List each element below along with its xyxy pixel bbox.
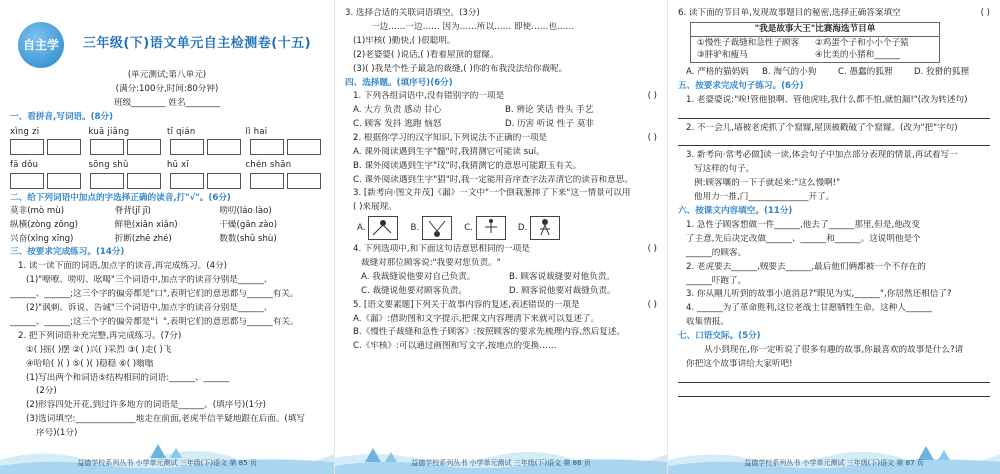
exam-page-2: [334, 0, 667, 474]
mc-question: 3. [新考向·图文并茂]《漏》一文中"一个倒栽葱摔了下来"这一情景可以用: [353, 188, 631, 199]
mc-question: [345, 300, 657, 311]
question-line: (2)"讽刺、诉说、告诫"三个词语中,加点字的读音分别是______、: [26, 302, 273, 313]
question-heading: [345, 8, 657, 19]
question-heading: [678, 8, 990, 19]
answer-box[interactable]: [10, 173, 44, 189]
brand-logo-icon: [18, 22, 64, 68]
mc-question: [345, 244, 657, 255]
answer-box[interactable]: [250, 139, 284, 155]
question-line: (1)"嘹嘹、唠叨、吆喝"三个词语中,加点字的读音分别是______、: [26, 275, 273, 286]
program-table: [690, 22, 940, 63]
answer-box[interactable]: [287, 139, 321, 155]
question-line: ______、______;这三个字的偏旁都是"口",表明它们的意思都与______有关。: [10, 289, 299, 300]
answer-box[interactable]: [287, 173, 321, 189]
conjunction-options: 一边……一边…… 因为……所以…… 即使……也……: [371, 21, 575, 32]
pronunciation-row-2: [10, 220, 324, 231]
table-cell: ①慢性子裁缝和急性子顾客: [697, 37, 800, 48]
pronunciation-item[interactable]: 干燥(gān zào): [219, 219, 278, 230]
mc-question-cont: ( )来展现。: [353, 202, 397, 213]
question-line: 例:顾客嚷的一下子就起来:"这么慢啊!": [694, 178, 841, 189]
answer-box[interactable]: [127, 173, 161, 189]
falling-figure-image-icon: [368, 216, 398, 240]
pronunciation-item[interactable]: 唠叨(láo lào): [219, 206, 272, 217]
pronunciation-item[interactable]: 莫非(mò mù): [10, 206, 65, 217]
question-line: 1. 急性子顾客想做一件______,他去了______那里,但是,他改变: [686, 219, 920, 230]
page-footer: [668, 438, 1000, 474]
unit-subtitle: (单元测试;第八单元): [127, 70, 207, 80]
picture-option-a[interactable]: [357, 216, 398, 240]
pinyin-row-2: [10, 159, 324, 170]
footer-wave-decoration: [668, 438, 1000, 474]
question-text: 6. 读下面的节目单,发现故事题目的秘密,选择正确答案填空: [678, 8, 901, 18]
answer-box[interactable]: [127, 139, 161, 155]
pinyin-item: sōng shǔ: [88, 159, 129, 169]
option-letter: C.: [464, 222, 473, 233]
exam-page-1: [0, 0, 334, 474]
page-footer: [335, 438, 667, 474]
footer-text: 益德学校系列丛书 小学单元测试 三年级(下)语文 第 86 页: [411, 459, 591, 468]
question-line: 了主意,先后决定改做______、______和______。这说明他是个: [686, 233, 921, 244]
question-line: ______的顾客。: [686, 247, 747, 258]
question-line: (2)形容四处开花,到过许多地方的词语是______。(填序号)(1分): [26, 400, 267, 411]
fill-line: (1)牢核( )勤快,( )很聪明。: [353, 35, 456, 46]
answer-paren[interactable]: ( ): [647, 299, 657, 310]
question-line: ①( )摇( )摆 ②( )兴( )采烈 ③( )走( )飞: [26, 344, 172, 355]
table-row: [691, 49, 939, 62]
page-footer: [0, 438, 334, 474]
table-cell: ③胖驴和瘦马: [697, 50, 748, 61]
question-line: 3. 你从剛儿听到的故事小道消息?"眼见为实,______",你居然还相信了?: [686, 289, 952, 300]
question-text: 3. 选择合适的关联词语填空。(3分): [345, 8, 480, 18]
pronunciation-item[interactable]: 鲜艳(xiān xiǎn): [114, 219, 178, 230]
pronunciation-row-1: [10, 206, 324, 217]
pinyin-item: kuā jiǎng: [88, 125, 130, 136]
answer-paren[interactable]: ( ): [980, 8, 990, 18]
mc-option[interactable]: A. 严格的猫妈妈: [686, 67, 749, 78]
mc-question: [345, 91, 657, 102]
section-4-heading: 四、选择题。(填序号)(6分): [345, 77, 453, 88]
mc-option[interactable]: A. 大方 负责 感动 甘心: [353, 105, 442, 116]
mc-options: [678, 67, 990, 78]
question-line: 写这样的句子。: [694, 164, 755, 175]
question-line: 4. ______为了革命胜利,这位老战士甘愿牺牲生命。这种人______: [686, 303, 932, 314]
mc-option[interactable]: B. 课外阅读遇到生字"玟"时,我猜测它的意思可能跟玉有关。: [353, 160, 582, 171]
pinyin-item: chén shān: [245, 159, 292, 169]
mc-option[interactable]: D. 狡猾的狐狸: [914, 67, 970, 78]
answer-line[interactable]: [678, 387, 990, 397]
question-line: 收集情报。: [686, 317, 729, 328]
question-line: 1. 读一读下面的词语,加点字的读音,再完成练习。(4分): [18, 261, 228, 272]
pronunciation-item[interactable]: 折断(zhē zhé): [114, 233, 172, 244]
answer-box[interactable]: [250, 173, 284, 189]
mc-options: [345, 272, 657, 283]
pinyin-item: xìng zi: [10, 125, 40, 136]
pinyin-item: tǐ qián: [167, 125, 196, 136]
question-text: 2. 根据你学习的汉字知识,下列说法不正确的一项是: [353, 132, 548, 143]
quote-text: 裁缝对那位顾客说:"我要对您负责。": [361, 258, 501, 269]
option-letter: D.: [517, 222, 528, 233]
question-line: ______、______;这三个字的偏旁都是"讠",表明它们的意思都与______有关。: [10, 316, 299, 327]
exam-page-3: [667, 0, 1000, 474]
answer-box[interactable]: [170, 173, 204, 189]
answer-box[interactable]: [207, 139, 241, 155]
picture-options: [357, 216, 657, 240]
mc-option[interactable]: D. 顾客说他要对裁缝负责。: [509, 285, 616, 296]
mc-option[interactable]: D. 历害 听说 性子 莫非: [505, 119, 595, 129]
fill-line: (3)( )我是个性子最急的裁缝,( )你的布我没法给你裁呢。: [353, 63, 568, 74]
option-letter: A.: [357, 222, 366, 233]
score-info: (满分:100分,时间:80分钟): [115, 83, 219, 94]
question-line: (1)写出两个和词语⑤结构相同的词语:______、______: [26, 372, 230, 383]
table-cell: ④比美的小猪和______: [815, 50, 901, 61]
mc-option[interactable]: C. 裁缝说他要对顾客负责。: [361, 285, 467, 296]
falling-figure-image-icon: [422, 216, 452, 240]
footer-wave-decoration: [335, 438, 667, 474]
mc-option[interactable]: B. 淘气的小狗: [762, 67, 817, 78]
mc-options: [345, 105, 657, 116]
question-line: 3. 新考向·常考必做]读一读,体会句子中加点部分表现的情景,再试着写一: [686, 150, 958, 161]
pronunciation-item[interactable]: 纵横(zòng zōng): [10, 219, 78, 230]
table-cell: ②鸡蛋个子和小小个子猿: [815, 37, 909, 48]
table-row: [691, 37, 939, 50]
answer-box[interactable]: [47, 139, 81, 155]
question-line: ______吓跑了。: [686, 275, 747, 286]
mc-question: [345, 133, 657, 144]
mc-option[interactable]: C. 课外阅读遇到生字"猖"时,我一定能用音序查字法弄清它的读音和意思。: [353, 174, 633, 185]
answer-box[interactable]: [90, 139, 124, 155]
answer-paren[interactable]: ( ): [647, 244, 657, 255]
section-5-heading: 五、按要求完成句子练习。(6分): [678, 80, 804, 91]
footer-wave-decoration: [0, 438, 334, 474]
answer-box[interactable]: [170, 139, 204, 155]
answer-paren[interactable]: ( ): [647, 91, 657, 102]
answer-boxes-row-2: [10, 173, 324, 189]
pronunciation-item[interactable]: 脊背(jǐ jī): [114, 206, 151, 217]
mc-option[interactable]: A. 我裁缝说他要对自己负责。: [361, 272, 476, 283]
picture-option-b[interactable]: [410, 216, 452, 240]
mc-options: [345, 119, 657, 130]
answer-line[interactable]: [678, 373, 990, 383]
question-text: 5. [语文要素题]下列关于故事内容的复述,表述错误的一项是: [353, 299, 580, 310]
footer-text: 益德学校系列丛书 小学单元测试 三年级(下)语文 第 87 页: [744, 459, 924, 468]
pronunciation-item[interactable]: 数数(shǔ shù): [219, 233, 277, 244]
answer-paren[interactable]: ( ): [647, 132, 657, 143]
question-line: (3)选词填空:______________地走在前面,老虎半信半疑地跟在后面。(填写: [26, 414, 305, 425]
question-text: 1. 下列各组词语中,没有错别字的一项是: [353, 91, 505, 102]
falling-figure-image-icon: [530, 216, 560, 240]
answer-line[interactable]: [678, 136, 990, 146]
falling-figure-image-icon: [476, 216, 506, 240]
pinyin-item: lì hai: [245, 125, 268, 136]
question-line: 序号)(1分): [36, 428, 78, 439]
answer-line[interactable]: [678, 109, 990, 119]
question-line: ④哈哈( )( ) ⑤( )( )稳稳 ⑥( )嗡嗡: [26, 358, 154, 369]
fill-line: (2)老婆婆( )说话,( )看着屋顶的窟窿。: [353, 49, 499, 60]
picture-option-c[interactable]: [464, 216, 506, 240]
pinyin-item: fā dǒu: [10, 159, 39, 169]
question-line: (2分): [36, 386, 57, 397]
question-text: 4. 下列选项中,和下面这句话意思相同的一项是: [353, 244, 530, 255]
answer-box[interactable]: [207, 173, 241, 189]
mc-option[interactable]: A.《漏》:借助图和文字提示,把课文内容理清下来就可以复述了。: [353, 313, 600, 324]
question-line: 2. 把下列词语补充完整,再完成练习。(7分): [18, 330, 182, 341]
pronunciation-row-3: [10, 234, 324, 245]
question-line: 你把这个故事讲给大家听吧!: [686, 358, 793, 369]
answer-box[interactable]: [10, 139, 44, 155]
pronunciation-item[interactable]: 兴奋(xìng xīng): [10, 233, 74, 244]
table-title: "我是故事大王"比赛海选节目单: [691, 23, 939, 37]
mc-option[interactable]: C. 愚蠢的狐狸: [838, 67, 893, 78]
mc-option[interactable]: C. 顾客 发抖 逃跑 恼怒: [353, 119, 442, 129]
answer-boxes-row-1: [10, 139, 324, 155]
mc-option[interactable]: B. 辨论 笑话 骨头 手艺: [505, 105, 594, 116]
section-2-heading: 二、给下列词语中加点的字选择正确的读音,打"√"。(6分): [10, 192, 231, 203]
name-line: 班级________ 姓名________: [114, 97, 220, 108]
pinyin-row-1: [10, 126, 324, 137]
mc-option[interactable]: B.《慢性子裁缝和急性子顾客》:按照顾客的要求先梳理内容,然后复述。: [353, 327, 626, 338]
pinyin-item: hū xī: [167, 159, 190, 169]
section-1-heading: 一、看拼音,写词语。(8分): [10, 111, 114, 122]
section-7-heading: 七、口语交际。(5分): [678, 331, 761, 342]
question-line: 1. 老婆婆说:"唉!管他狼啊、管他虎哇,我什么都不怕,就怕漏!"(改为转述句): [686, 94, 968, 105]
mc-option[interactable]: A. 课外阅读遇到生字"髓"时,我猜测它可能读 suí。: [353, 146, 545, 157]
logo-text: 自主学: [22, 37, 59, 52]
section-6-heading: 六、按课文内容填空。(11分): [678, 206, 793, 217]
mc-option[interactable]: C.《牢核》:可以通过画图和写文字,按地点的变换……: [353, 341, 557, 352]
question-line: 2. 老虎要去______,贼要去______,最后他们俩都被一个不存在的: [686, 261, 926, 272]
question-line: 他用力一推,门______________开了。: [694, 192, 835, 203]
question-line: 从小到现在,你一定听说了很多有趣的故事,你最喜欢的故事是什么?请: [704, 344, 964, 355]
option-letter: B.: [410, 222, 420, 233]
section-3-heading: 三、按要求完成练习。(14分): [10, 247, 125, 258]
answer-box[interactable]: [90, 173, 124, 189]
picture-option-d[interactable]: [518, 216, 560, 240]
question-line: 2. 不一会儿,墙被老虎抓了个窟窿,屋顶被戳破了个窟窿。(改为"把"字句): [686, 122, 958, 133]
answer-box[interactable]: [47, 173, 81, 189]
page-title: 三年级(下)语文单元自主检测卷(十五): [82, 36, 312, 51]
mc-options: [345, 286, 657, 297]
mc-option[interactable]: B. 顾客说裁缝要对他负责。: [509, 272, 615, 283]
footer-text: 益德学校系列丛书 小学单元测试 三年级(下)语文 第 85 页: [77, 459, 257, 468]
